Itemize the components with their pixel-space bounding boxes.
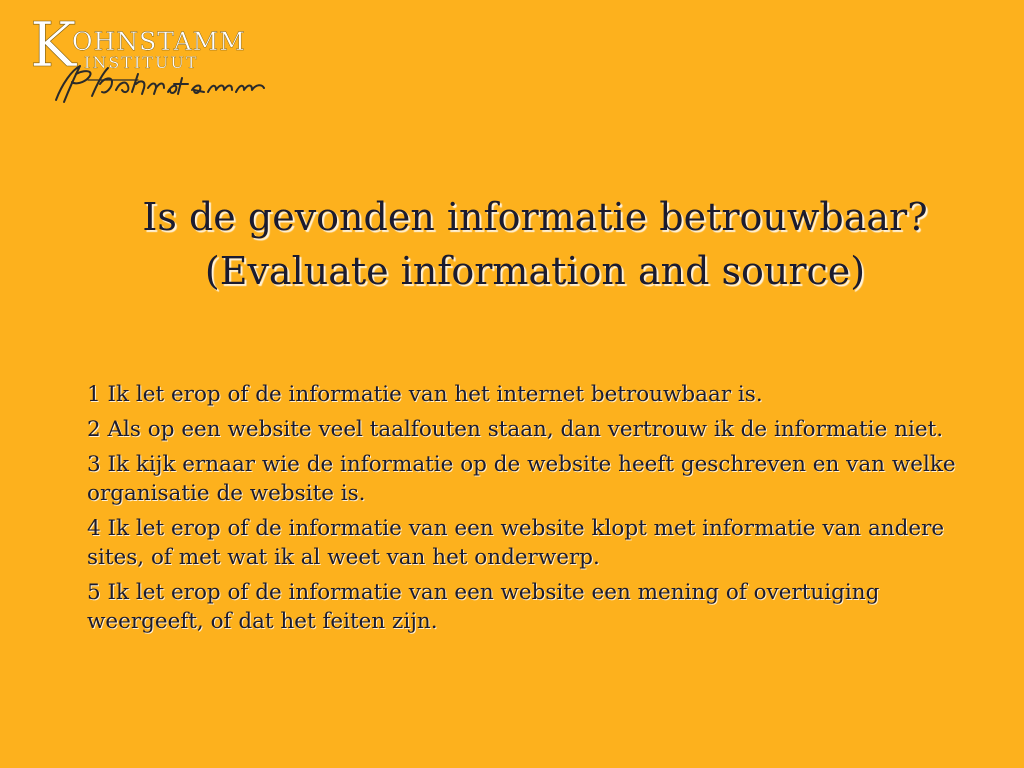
logo-initial: K (30, 8, 77, 81)
list-item: 5 Ik let erop of de informatie van een website een mening of overtuiging weergeeft, of dat het feiten zijn. (87, 580, 880, 634)
slide-title (60, 190, 1010, 298)
list-item: 4 Ik let erop of de informatie van een website klopt met informatie van andere sites, of met wat ik al weet van het onderwerp. (87, 516, 945, 570)
list-item: 3 Ik kijk ernaar wie de informatie op de website heeft geschreven en van welke organisatie de website is. (87, 452, 956, 506)
title-line-1: Is de gevonden informatie betrouwbaar? (142, 195, 928, 239)
kohnstamm-logo (28, 8, 278, 108)
title-line-2: (Evaluate information and source) (204, 249, 866, 293)
statement-list (87, 380, 982, 642)
logo-graphic (28, 8, 278, 108)
list-item: 1 Ik let erop of de informatie van het internet betrouwbaar is. (87, 382, 763, 407)
list-item: 2 Als op een website veel taalfouten staan, dan vertrouw ik de informatie niet. (87, 417, 944, 442)
logo-subtitle: INSTITUUT (84, 53, 199, 72)
logo-name: OHNSTAMM (72, 27, 246, 56)
